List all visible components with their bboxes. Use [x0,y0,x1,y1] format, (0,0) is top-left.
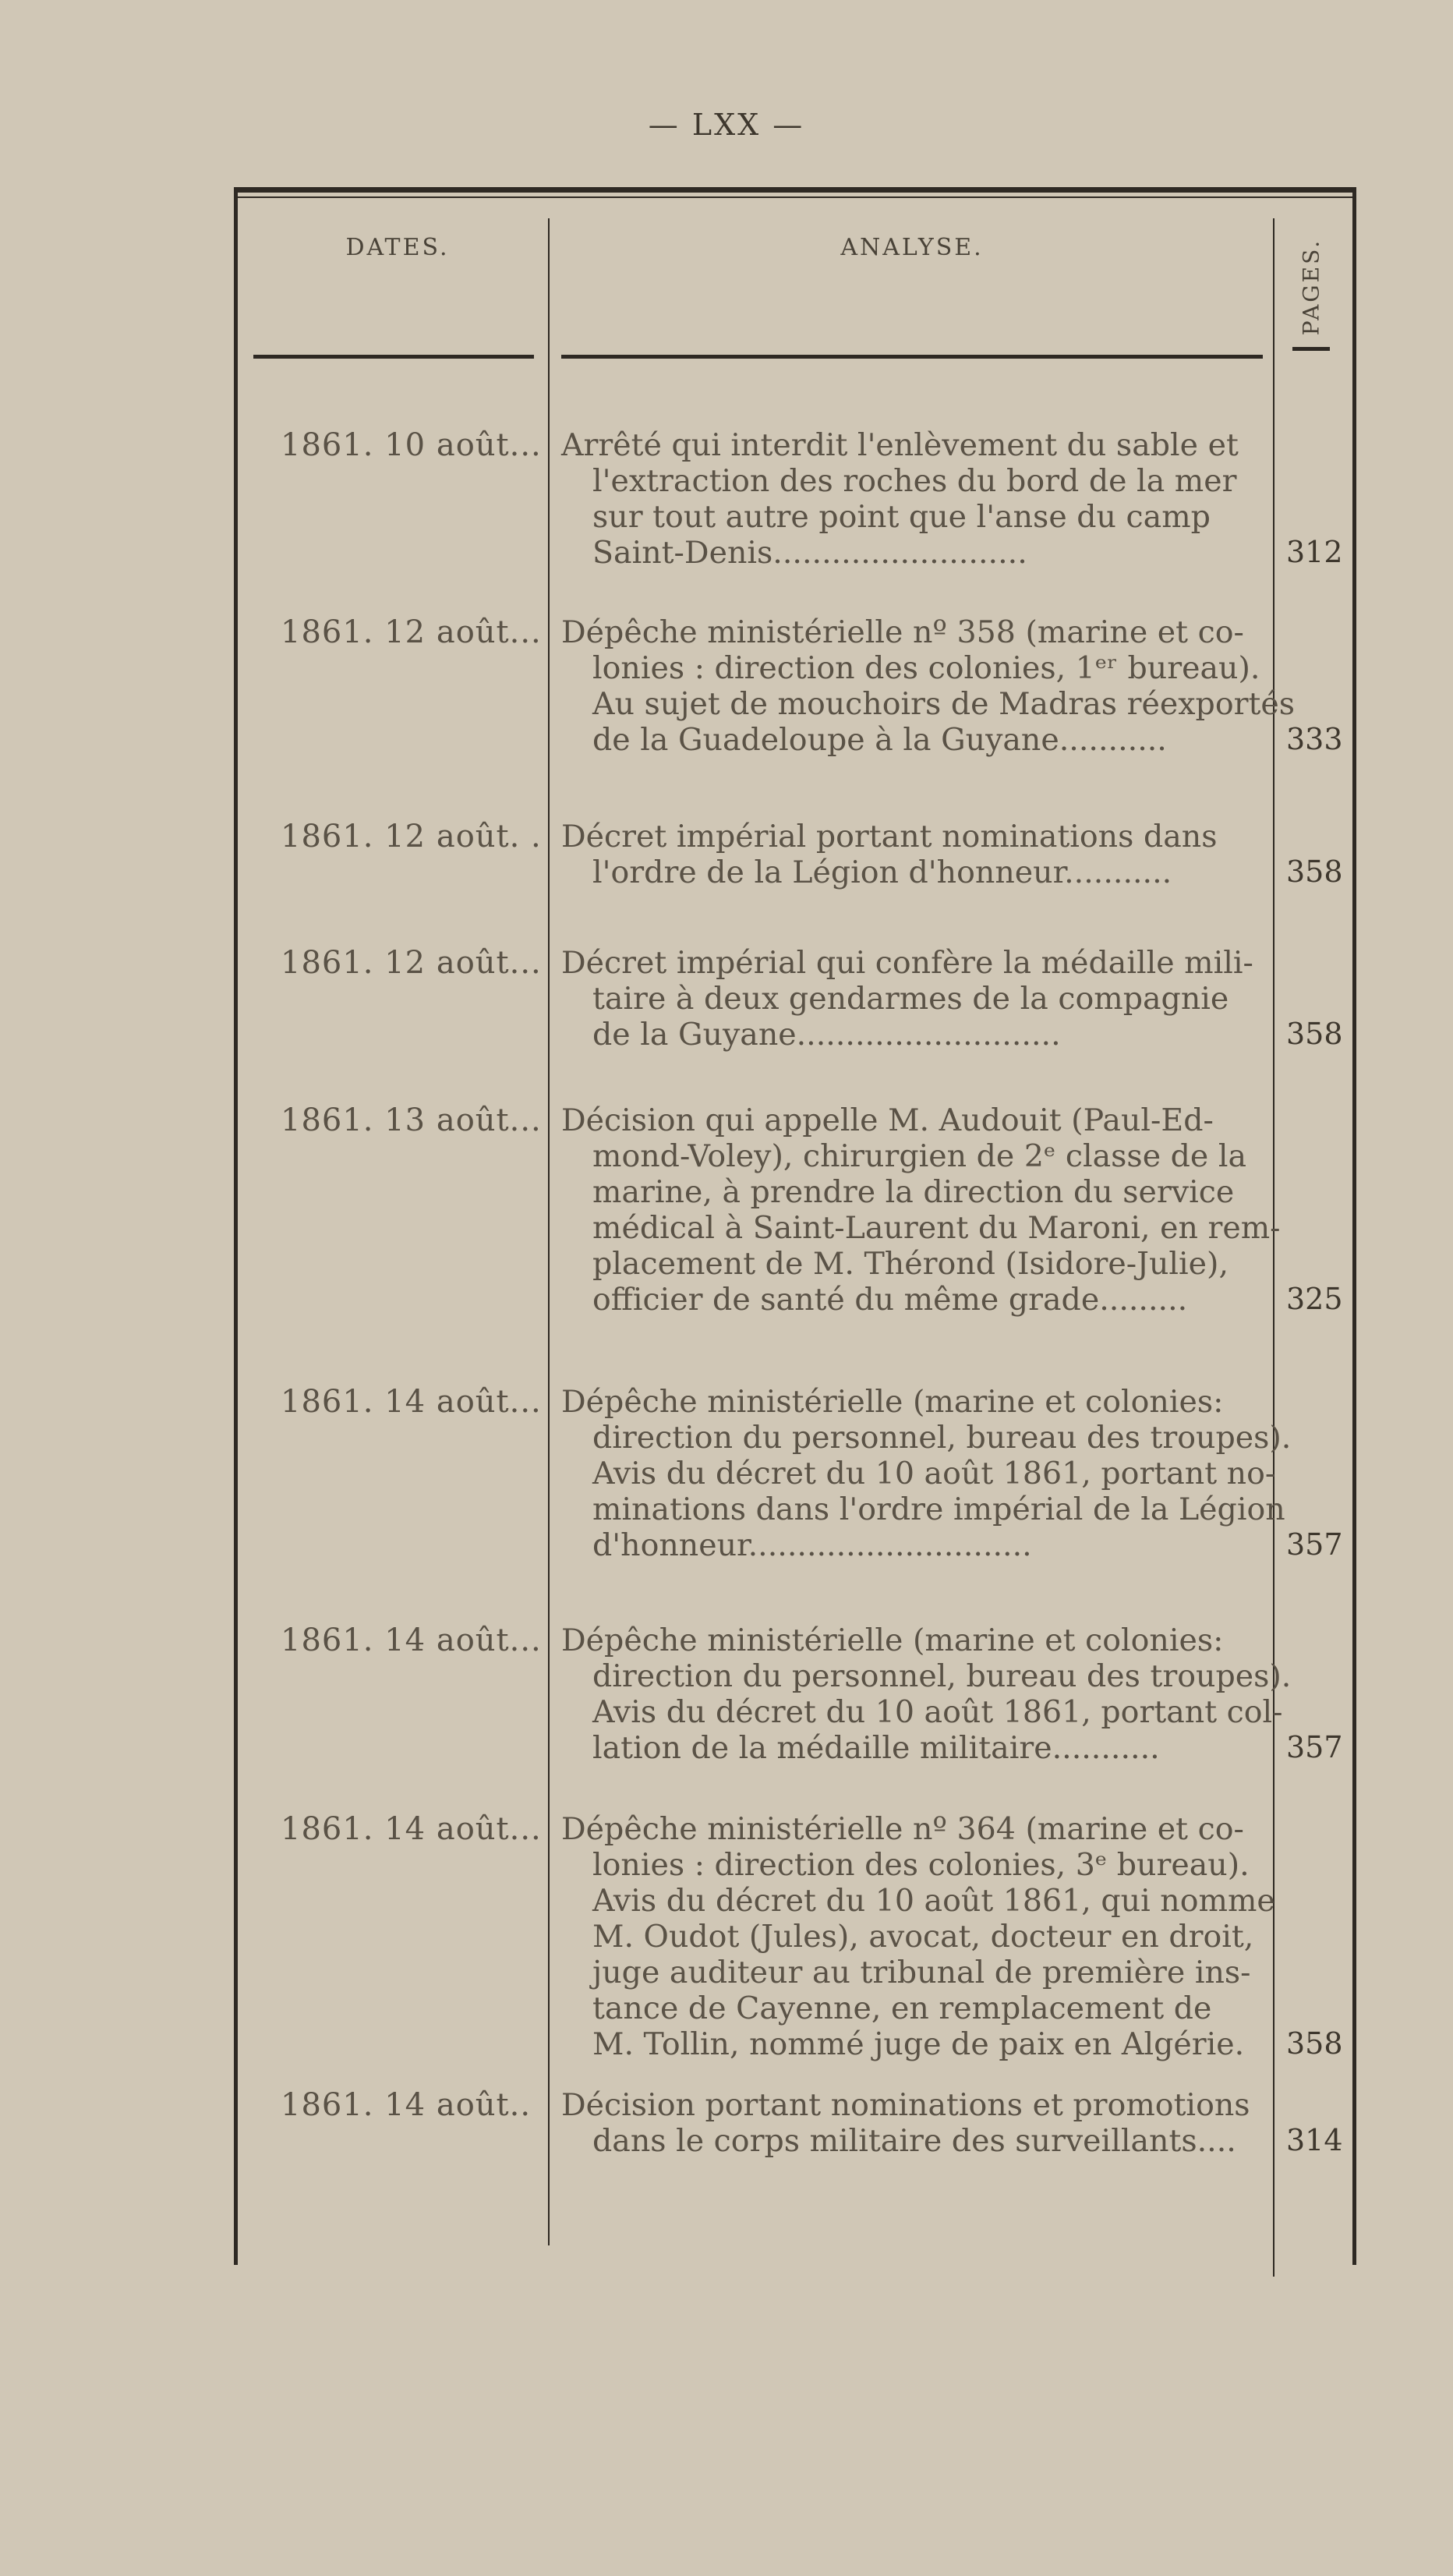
analysis-line: dans le corps militaire des surveillants.... [592,2123,1236,2159]
analysis-line: minations dans l'ordre impérial de la Légion [592,1491,1285,1527]
entry-date: 1861. 12 août... [281,945,542,981]
entry-analysis [561,1622,1292,1766]
entry-date: 1861. 14 août... [281,1622,542,1658]
analyse-header: ANALYSE. [840,234,984,261]
entry-date: 1861. 13 août... [281,1102,542,1138]
analysis-line: Saint-Denis.......................... [592,535,1027,571]
analysis-line: mond-Voley), chirurgien de 2ᵉ classe de la [592,1138,1247,1174]
pages-header [1288,217,1335,357]
entry-analysis [561,1102,1281,1318]
entry-analysis [561,2087,1263,2159]
analysis-line: lonies : direction des colonies, 1ᵉʳ bureau). [592,650,1260,686]
analysis-line: Décret impérial portant nominations dans [561,819,1218,855]
analysis-line: M. Tollin, nommé juge de paix en Algérie. [592,2026,1245,2062]
entry-date: 1861. 14 août.. [281,2087,532,2123]
entry-date: 1861. 14 août... [281,1811,542,1847]
analysis-line: marine, à prendre la direction du service [592,1174,1235,1210]
table-top-rule [234,187,1356,193]
entry-analysis [561,1811,1275,2062]
entry-analysis [561,945,1263,1053]
analysis-line: l'ordre de la Légion d'honneur........... [592,855,1172,890]
entry-analysis [561,819,1263,890]
analysis-line: Arrêté qui interdit l'enlèvement du sable et [561,427,1239,463]
entry-analysis [561,1384,1292,1563]
entry-page-number: 358 [1286,1017,1343,1051]
entry-page-number: 358 [1286,2026,1343,2061]
analysis-line: officier de santé du même grade......... [592,1282,1188,1318]
analysis-line: direction du personnel, bureau des troupes). [592,1420,1292,1456]
entry-analysis [561,427,1263,571]
entry-page-number: 314 [1286,2123,1343,2157]
entry-analysis [561,614,1295,758]
analysis-line: Décision qui appelle M. Audouit (Paul-Ed- [561,1102,1214,1138]
entry-page-number: 333 [1286,722,1343,756]
table-left-rule [234,187,238,2265]
analysis-line: M. Oudot (Jules), avocat, docteur en droit, [592,1919,1254,1955]
analysis-line: Décret impérial qui confère la médaille mili- [561,945,1253,981]
table-top-rule-thin [234,196,1356,198]
analysis-line: l'extraction des roches du bord de la mer [592,463,1237,499]
dates-header: DATES. [345,234,450,261]
entry-date: 1861. 10 août... [281,427,542,463]
analysis-line: Dépêche ministérielle (marine et colonies: [561,1384,1224,1420]
entry-page-number: 325 [1286,1282,1343,1316]
entry-date: 1861. 12 août. . [281,819,542,855]
analysis-line: lation de la médaille militaire........... [592,1730,1160,1766]
page-header: — LXX — [648,108,805,142]
entry-page-number: 357 [1286,1527,1343,1562]
analysis-line: Décision portant nominations et promotions [561,2087,1250,2123]
dates-header-underline [253,355,534,359]
analyse-header-underline [561,355,1263,359]
analysis-line: sur tout autre point que l'anse du camp [592,499,1211,535]
analysis-line: juge auditeur au tribunal de première ins- [592,1955,1251,1990]
analysis-line: tance de Cayenne, en remplacement de [592,1990,1212,2026]
analysis-line: direction du personnel, bureau des troupes). [592,1658,1292,1694]
analysis-line: Dépêche ministérielle nº 364 (marine et co- [561,1811,1244,1847]
analysis-line: de la Guadeloupe à la Guyane........... [592,722,1167,758]
table-right-rule [1352,187,1356,2265]
entry-page-number: 358 [1286,855,1343,889]
analysis-line: Avis du décret du 10 août 1861, portant col- [592,1694,1283,1730]
pages-column-divider [1273,218,1274,2277]
pages-header-label: PAGES. [1298,238,1324,336]
entry-date: 1861. 14 août... [281,1384,542,1420]
analysis-line: taire à deux gendarmes de la compagnie [592,981,1229,1017]
entry-page-number: 357 [1286,1730,1343,1764]
analysis-line: médical à Saint-Laurent du Maroni, en rem- [592,1210,1281,1246]
analysis-line: placement de M. Thérond (Isidore-Julie), [592,1246,1229,1282]
analysis-line: Au sujet de mouchoirs de Madras réexportés [592,686,1295,722]
analysis-line: d'honneur............................. [592,1527,1032,1563]
entry-page-number: 312 [1286,535,1343,569]
index-table [234,187,1356,2265]
analysis-line: Avis du décret du 10 août 1861, qui nomme [592,1883,1275,1919]
analysis-line: Dépêche ministérielle (marine et colonies: [561,1622,1224,1658]
analysis-line: lonies : direction des colonies, 3ᵉ bureau). [592,1847,1250,1883]
entry-date: 1861. 12 août... [281,614,542,650]
dates-column-divider [548,218,550,2245]
analysis-line: Dépêche ministérielle nº 358 (marine et co- [561,614,1244,650]
analysis-line: Avis du décret du 10 août 1861, portant no- [592,1456,1276,1491]
analysis-line: de la Guyane........................... [592,1017,1061,1053]
